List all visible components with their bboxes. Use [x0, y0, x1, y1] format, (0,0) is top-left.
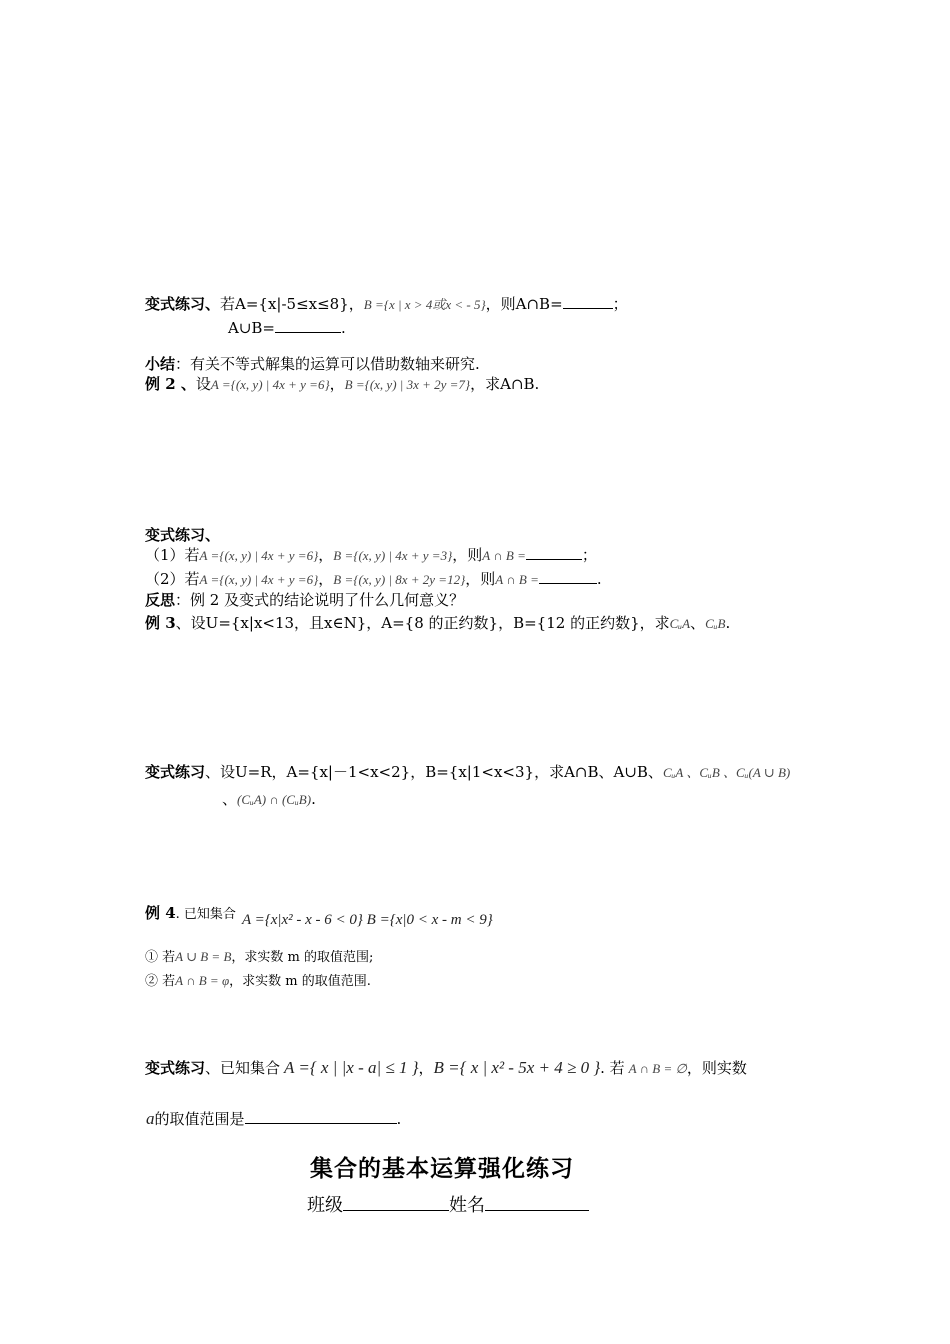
- example-text: . 已知集合: [175, 907, 236, 922]
- class-label: 班级: [307, 1195, 343, 1216]
- answer-blank[interactable]: [245, 1109, 397, 1124]
- item-prefix: （1）若: [145, 546, 200, 564]
- item-prefix: （2）若: [145, 570, 200, 588]
- set-b-expression: B ={(x, y) | 8x + 2y =12}: [333, 572, 466, 587]
- answer-blank[interactable]: [526, 545, 582, 560]
- union-condition: A ∪ B = B: [175, 949, 232, 964]
- punct: ；: [612, 295, 628, 313]
- exercise-variant-2-label: [145, 525, 220, 545]
- set-b-expression: B ={(x, y) | 3x + 2y =7}: [344, 377, 471, 392]
- punct: ，: [418, 1059, 434, 1077]
- set-a-expression: A ={ x | |x - a| ≤ 1 }: [284, 1058, 419, 1077]
- item-text: ，求实数 m 的取值范围;: [231, 950, 374, 965]
- variant-label: 变式练习: [145, 763, 206, 781]
- class-field[interactable]: [343, 1194, 449, 1211]
- variant-label: 变式练习、: [145, 526, 221, 544]
- punct: ，: [329, 375, 345, 393]
- example-4-item-2: [145, 971, 371, 992]
- punct: .: [596, 570, 602, 588]
- item-prefix: ② 若: [145, 974, 176, 989]
- item-question: ，则: [465, 570, 496, 588]
- complement-intersection-expression: (CᵤA) ∩ (CᵤB): [237, 792, 312, 807]
- variant-label: 变式练习: [145, 1059, 206, 1077]
- reflection-label: 反思: [145, 591, 176, 609]
- exercise-variant-3-line2: [222, 789, 316, 810]
- summary-label: 小结: [145, 355, 176, 373]
- set-a-expression: A ={(x, y) | 4x + y =6}: [199, 548, 319, 563]
- variant-text: 若A={x|-5≤x≤8}，: [220, 295, 364, 313]
- union-text: A∪B=: [228, 319, 275, 337]
- exercise-variant-1-line2: [228, 318, 346, 338]
- punct: .: [341, 319, 346, 337]
- example-label: 例 3: [145, 614, 176, 632]
- exercise-variant-3-line1: [145, 762, 790, 783]
- intersection-condition: A ∩ B = φ: [175, 973, 230, 988]
- punct: ；: [581, 546, 597, 564]
- example-text: 设: [195, 375, 211, 393]
- set-b-expression: B ={(x, y) | 4x + y =3}: [333, 548, 453, 563]
- intersection-expression: A ∩ B =: [495, 572, 539, 587]
- student-info: [307, 1194, 589, 1218]
- punct: . 若: [600, 1059, 625, 1077]
- example-4: [145, 903, 493, 928]
- variable-a: a: [146, 1109, 155, 1128]
- variant-text: 、已知集合: [205, 1059, 281, 1077]
- item-prefix: ① 若: [145, 950, 176, 965]
- answer-blank[interactable]: [539, 569, 597, 584]
- example-label: 例 4: [145, 904, 176, 922]
- answer-blank[interactable]: [563, 294, 613, 309]
- summary-text: ：有关不等式解集的运算可以借助数轴来研究.: [175, 355, 480, 373]
- intersection-expression: A ∩ B =: [482, 548, 526, 563]
- example-tail: ，求A∩B.: [470, 375, 540, 393]
- complement-expressions: CᵤA 、CᵤB 、Cᵤ(A ∪ B): [662, 765, 791, 780]
- complement-b: CᵤB: [705, 616, 726, 631]
- exercise-variant-4-line2: [146, 1109, 401, 1129]
- answer-blank[interactable]: [275, 318, 341, 333]
- set-expressions: A ={x|x² - x - 6 < 0} B ={x|0 < x - m < 9}: [241, 912, 493, 928]
- example-label: 例 2 、: [145, 375, 196, 393]
- example-4-item-1: [145, 947, 373, 968]
- item-question: ，则: [452, 546, 483, 564]
- punct: 、: [690, 614, 706, 632]
- set-a-expression: A ={(x, y) | 4x + y =6}: [199, 572, 319, 587]
- exercise-variant-2-item-1: （1）若A ={(x, y) | 4x + y =6}，B ={(x, y) | 4x + y =3}，则A ∩ B = ；: [145, 546, 597, 564]
- reflection-text: ：例 2 及变式的结论说明了什么几何意义？: [175, 591, 465, 609]
- punct: .: [311, 790, 316, 808]
- set-b-expression: B ={x | x > 4或x < - 5}: [363, 297, 486, 312]
- page-title: 集合的基本运算强化练习: [310, 1155, 574, 1182]
- punct: 、: [222, 790, 238, 808]
- variant-text: 、设U=R，A={x|－1<x<2}，B={x|1<x<3}，求A∩B、A∪B、: [205, 763, 663, 781]
- set-a-expression: A ={(x, y) | 4x + y =6}: [210, 377, 330, 392]
- set-b-expression: B ={ x | x² - 5x + 4 ≥ 0 }: [433, 1058, 601, 1077]
- complement-a: CᵤA: [669, 616, 691, 631]
- example-text: 、设U={x|x<13，且x∈N}，A={8 的正约数}，B={12 的正约数}，求: [175, 614, 670, 632]
- variant-text: 的取值范围是: [154, 1110, 245, 1128]
- name-field[interactable]: [485, 1194, 589, 1211]
- example-2: [145, 374, 539, 395]
- punct: .: [725, 614, 731, 632]
- item-text: ，求实数 m 的取值范围.: [229, 974, 371, 989]
- exercise-variant-2-item-2: （2）若A ={(x, y) | 4x + y =6}，B ={(x, y) | 8x + 2y =12}，则A ∩ B = .: [145, 570, 602, 588]
- exercise-variant-4-line1: [145, 1058, 747, 1079]
- example-3: [145, 613, 730, 634]
- empty-intersection-condition: A ∩ B = ∅: [628, 1061, 687, 1076]
- name-label: 姓名: [449, 1195, 485, 1216]
- exercise-variant-1-line1: [145, 294, 628, 315]
- variant-tail: ，则A∩B=: [485, 295, 563, 313]
- summary: [145, 354, 480, 374]
- variant-label: 变式练习、: [145, 295, 221, 313]
- punct: .: [396, 1110, 402, 1128]
- reflection: [145, 590, 464, 610]
- variant-tail: ，则实数: [686, 1059, 747, 1077]
